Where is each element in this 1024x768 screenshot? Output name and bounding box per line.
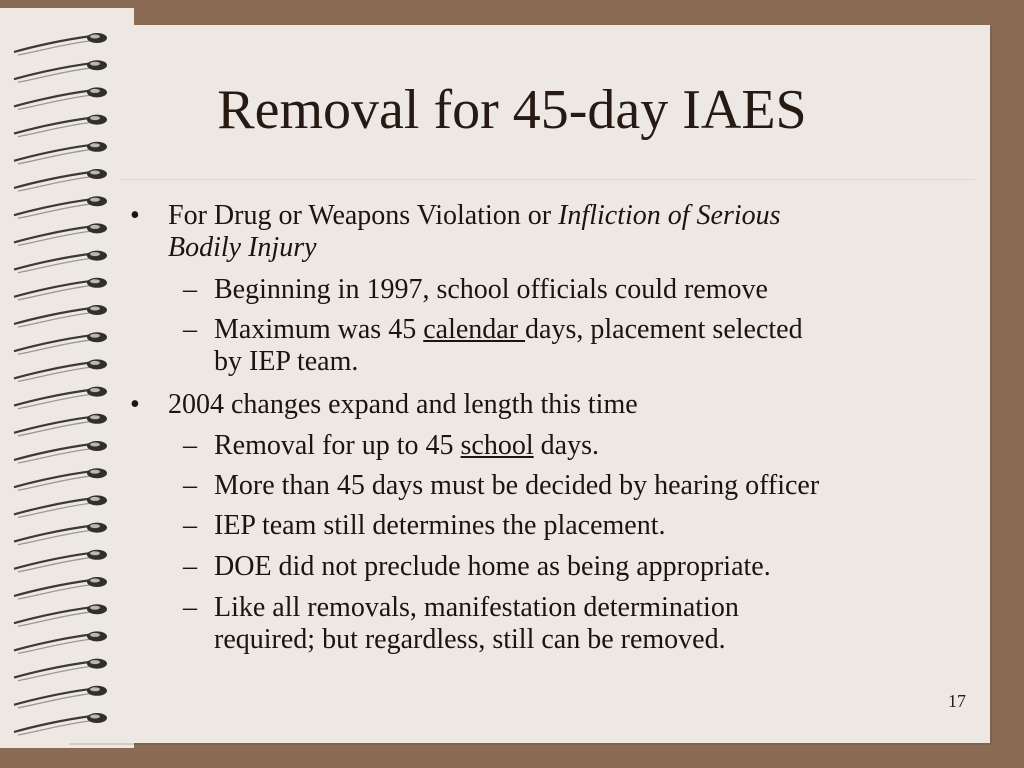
spiral-coil bbox=[14, 631, 107, 653]
spiral-coil bbox=[14, 169, 107, 191]
sub-bullet-text bbox=[214, 314, 983, 378]
sub-bullet-text: DOE did not preclude home as being appropriate. bbox=[214, 551, 771, 582]
spiral-coil bbox=[14, 332, 107, 354]
spiral-coil bbox=[14, 713, 107, 735]
spiral-coil bbox=[14, 33, 107, 55]
sub-bullet-2-5 bbox=[183, 592, 983, 656]
spiral-coil bbox=[14, 659, 107, 681]
title-divider bbox=[120, 179, 975, 180]
underlined-word: school bbox=[460, 430, 534, 461]
sub-text-after: days. bbox=[533, 430, 599, 461]
sub-bullet-2-2 bbox=[183, 470, 983, 502]
sub-text-line2: by IEP team. bbox=[214, 346, 359, 377]
sub-text-after: days, placement selected bbox=[525, 314, 803, 345]
dash-glyph: – bbox=[183, 430, 197, 461]
sub-bullet-2-3 bbox=[183, 510, 983, 542]
spiral-coil bbox=[14, 441, 107, 463]
sub-bullet-1-1 bbox=[183, 274, 983, 306]
dash-glyph: – bbox=[183, 470, 197, 501]
bullet-text-italic: Infliction of Serious bbox=[558, 200, 781, 231]
spiral-coil bbox=[14, 305, 107, 327]
slide-title: Removal for 45-day IAES bbox=[217, 79, 807, 141]
bullet-text-italic-line2: Bodily Injury bbox=[168, 232, 317, 263]
spiral-coil bbox=[14, 468, 107, 490]
sub-bullet-1-2 bbox=[183, 314, 983, 378]
spiral-coil bbox=[14, 414, 107, 436]
spiral-coil bbox=[14, 550, 107, 572]
bullet-text: 2004 changes expand and length this time bbox=[168, 389, 638, 420]
spiral-coil bbox=[14, 223, 107, 245]
spiral-coil bbox=[14, 196, 107, 218]
sub-bullet-2-1 bbox=[183, 430, 983, 462]
sub-bullet-2-4 bbox=[183, 551, 983, 583]
dash-glyph: – bbox=[183, 510, 197, 541]
sub-bullet-text: IEP team still determines the placement. bbox=[214, 510, 666, 541]
sub-bullet-text bbox=[214, 592, 983, 656]
bullet-item-1 bbox=[130, 200, 960, 264]
dash-glyph: – bbox=[183, 314, 197, 345]
spiral-coil bbox=[14, 278, 107, 300]
sub-text-before: Removal for up to 45 bbox=[214, 430, 461, 461]
bullet-glyph: • bbox=[130, 389, 140, 420]
spiral-coil bbox=[14, 523, 107, 545]
spiral-coil bbox=[14, 604, 107, 626]
bullet-text bbox=[168, 200, 960, 264]
bullet-text-part: For Drug or Weapons Violation or bbox=[168, 200, 559, 231]
spiral-coil bbox=[14, 686, 107, 708]
spiral-coil bbox=[14, 387, 107, 409]
bullet-glyph: • bbox=[130, 200, 140, 231]
spiral-coil bbox=[14, 577, 107, 599]
spiral-coil bbox=[14, 251, 107, 273]
sub-text-line2: required; but regardless, still can be removed. bbox=[214, 624, 726, 655]
sub-bullet-text: Beginning in 1997, school officials could remove bbox=[214, 274, 768, 305]
sub-bullet-text bbox=[214, 430, 983, 462]
dash-glyph: – bbox=[183, 592, 197, 623]
spiral-coil bbox=[14, 495, 107, 517]
sub-text-before: Maximum was 45 bbox=[214, 314, 424, 345]
dash-glyph: – bbox=[183, 274, 197, 305]
spiral-coil bbox=[14, 359, 107, 381]
sub-text-line1: Like all removals, manifestation determination bbox=[214, 592, 739, 623]
sub-bullet-text: More than 45 days must be decided by hearing officer bbox=[214, 470, 820, 501]
dash-glyph: – bbox=[183, 551, 197, 582]
bullet-item-2 bbox=[130, 389, 960, 421]
page-number: 17 bbox=[948, 691, 966, 711]
underlined-word: calendar bbox=[423, 314, 526, 345]
